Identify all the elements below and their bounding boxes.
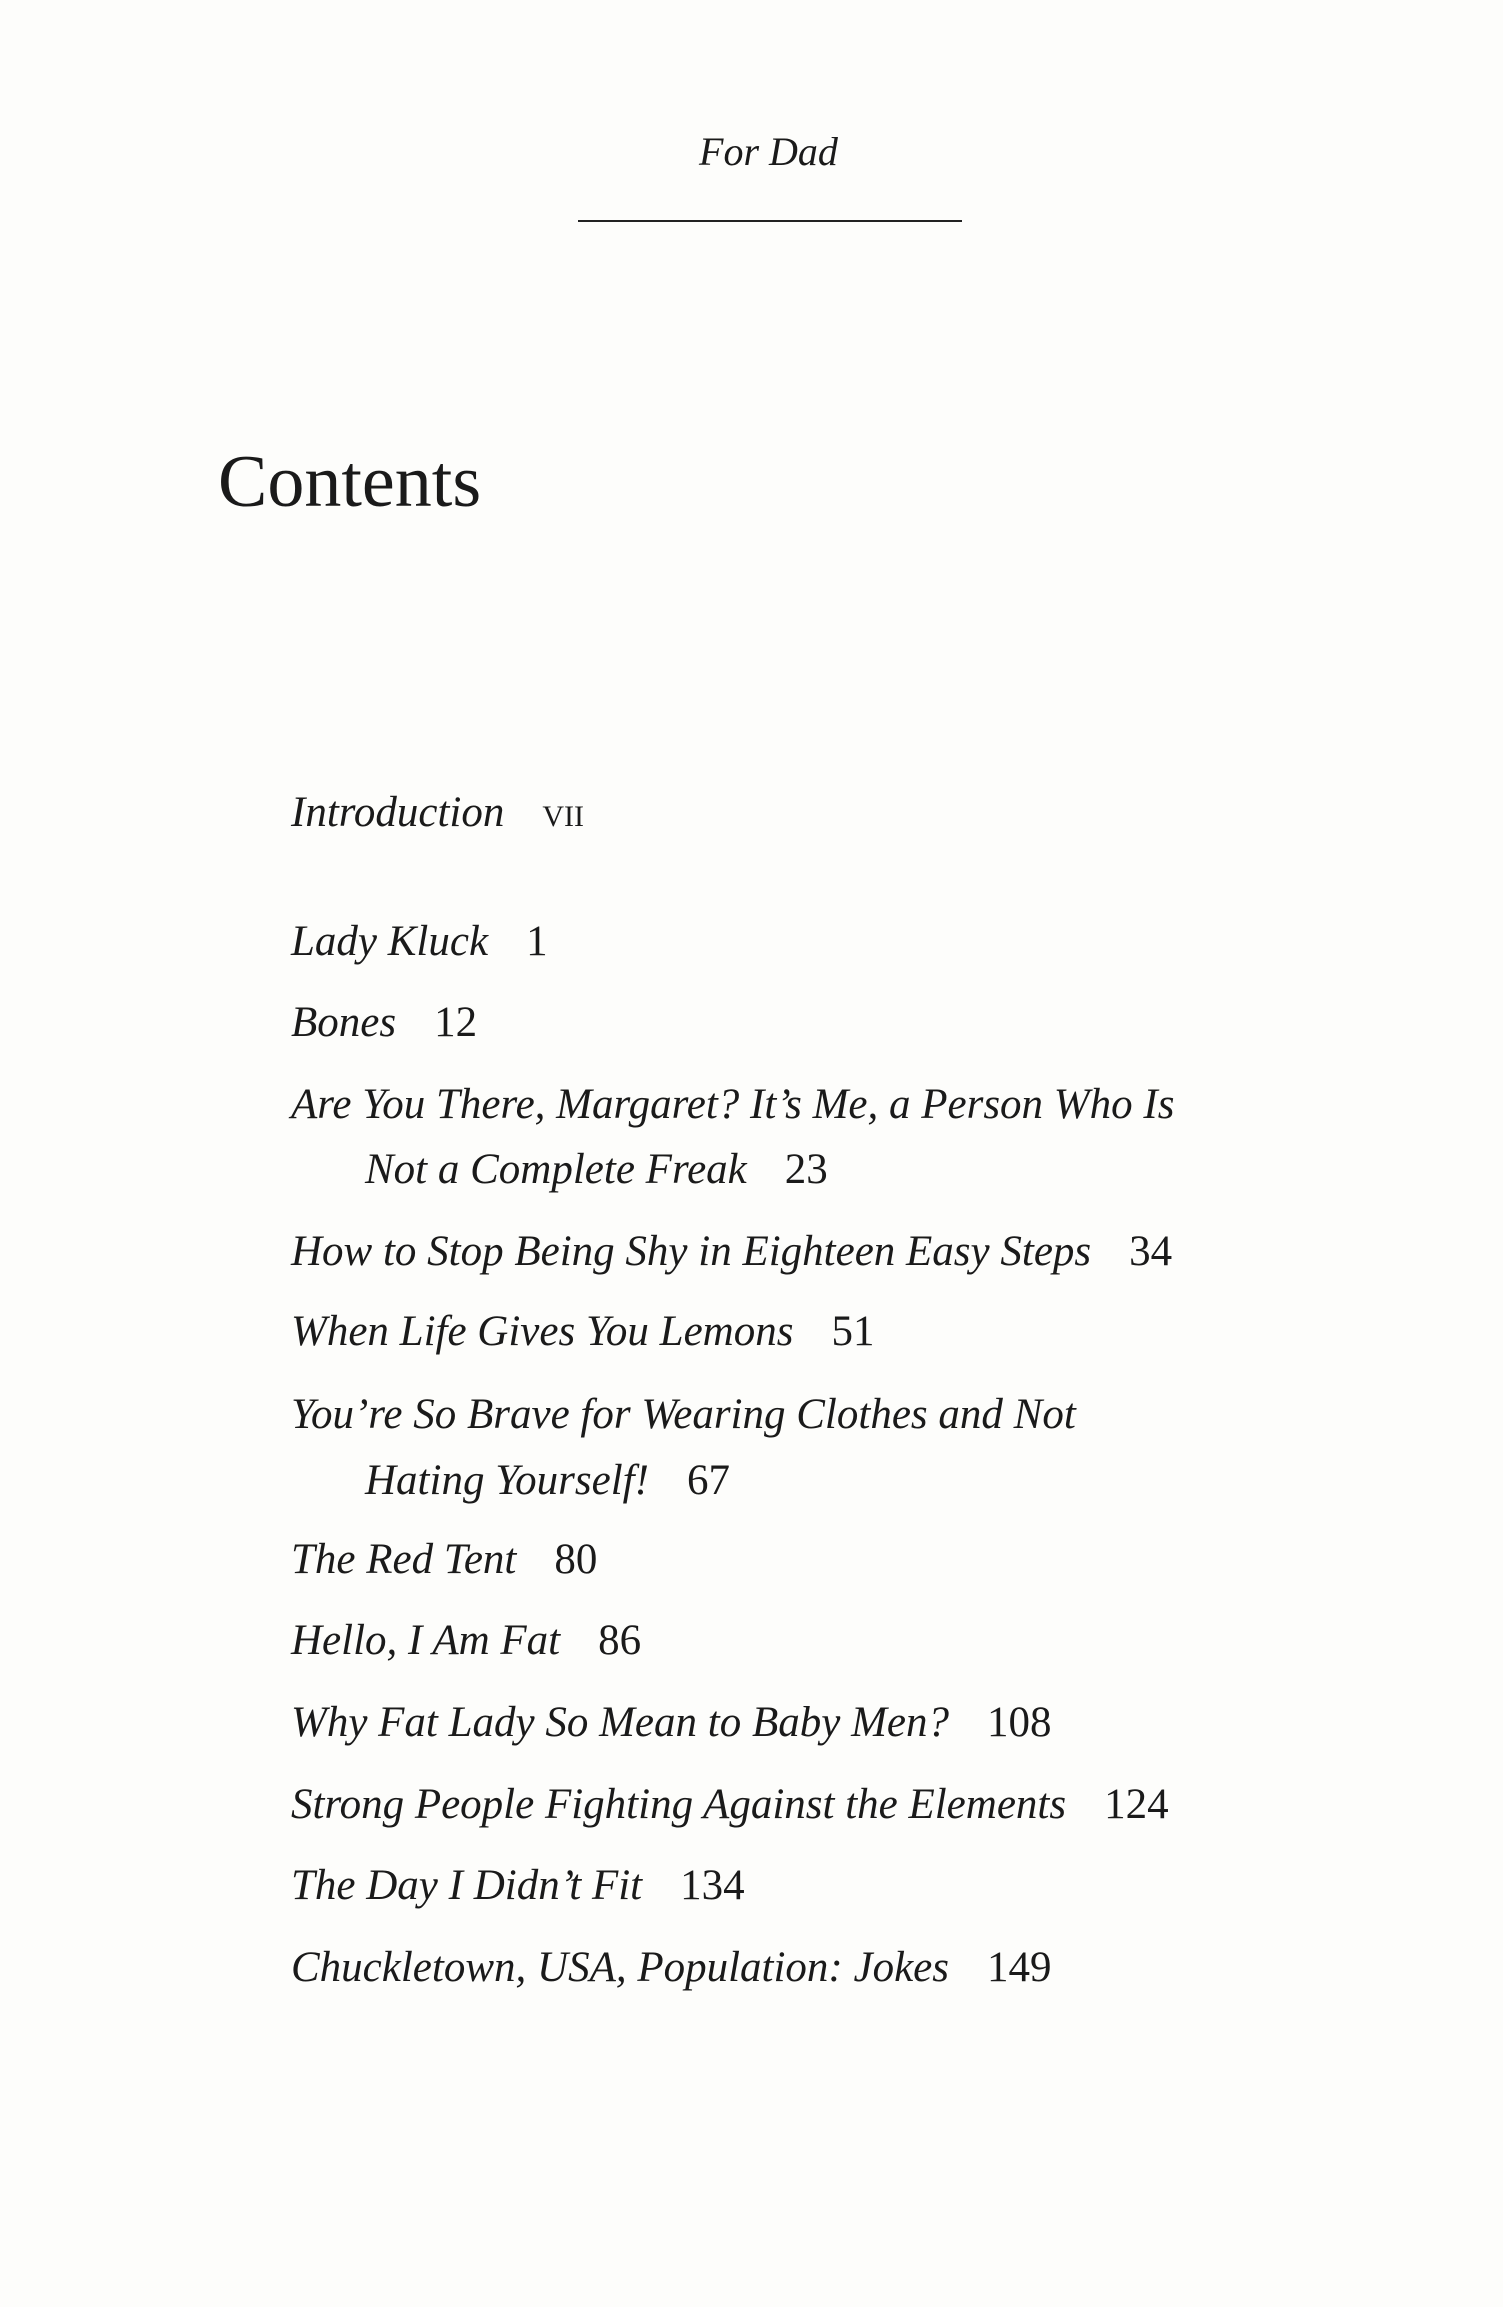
toc-entry [291,998,477,1047]
entry-page: 51 [831,1308,875,1355]
entry-title: Hello, I Am Fat [291,1617,561,1664]
toc-entry [291,1307,874,1356]
toc-entry [291,1943,1052,1992]
entry-title: Chuckletown, USA, Population: Jokes [291,1944,949,1991]
entry-title: Lady Kluck [291,918,489,965]
entry-title: How to Stop Being Shy in Eighteen Easy Steps [291,1228,1092,1275]
entry-page: 12 [434,999,478,1046]
entry-page: 149 [987,1944,1052,1991]
entry-title: When Life Gives You Lemons [291,1308,794,1355]
entry-title: The Day I Didn’t Fit [291,1862,643,1909]
entry-title: Why Fat Lady So Mean to Baby Men? [291,1699,949,1746]
entry-page: 124 [1104,1781,1169,1828]
toc-entry [291,1780,1169,1829]
entry-title: Are You There, Margaret? It’s Me, a Person Who Is [291,1081,1175,1128]
toc-entry-continuation [291,1456,730,1505]
entry-page: 1 [526,918,548,965]
entry-page: 80 [554,1536,598,1583]
toc-entry [291,1390,1076,1439]
entry-page: 23 [784,1146,828,1193]
page-title: Contents [218,441,482,523]
toc-entry [291,1080,1174,1129]
toc-entry [291,1698,1051,1747]
entry-page: 86 [598,1617,642,1664]
entry-title: Bones [291,999,397,1046]
entry-page: vii [542,789,585,836]
toc-entry [291,917,548,966]
toc-entry [291,1861,745,1910]
toc-entry-continuation [291,1145,828,1194]
dedication: For Dad [699,129,838,174]
entry-title: You’re So Brave for Wearing Clothes and Not [291,1391,1076,1438]
divider [578,220,962,222]
toc-entry [291,1535,597,1584]
entry-page: 108 [986,1699,1052,1746]
entry-title: Strong People Fighting Against the Elements [291,1781,1067,1828]
entry-page: 67 [686,1457,730,1504]
entry-title-cont: Not a Complete Freak [365,1146,747,1193]
toc-entry [291,1227,1172,1276]
entry-title: Introduction [291,789,505,836]
entry-page: 34 [1129,1228,1173,1275]
entry-title-cont: Hating Yourself! [365,1457,649,1504]
toc-entry [291,1616,641,1665]
entry-page: 134 [680,1862,745,1909]
toc-entry [291,788,584,837]
entry-title: The Red Tent [291,1536,517,1583]
